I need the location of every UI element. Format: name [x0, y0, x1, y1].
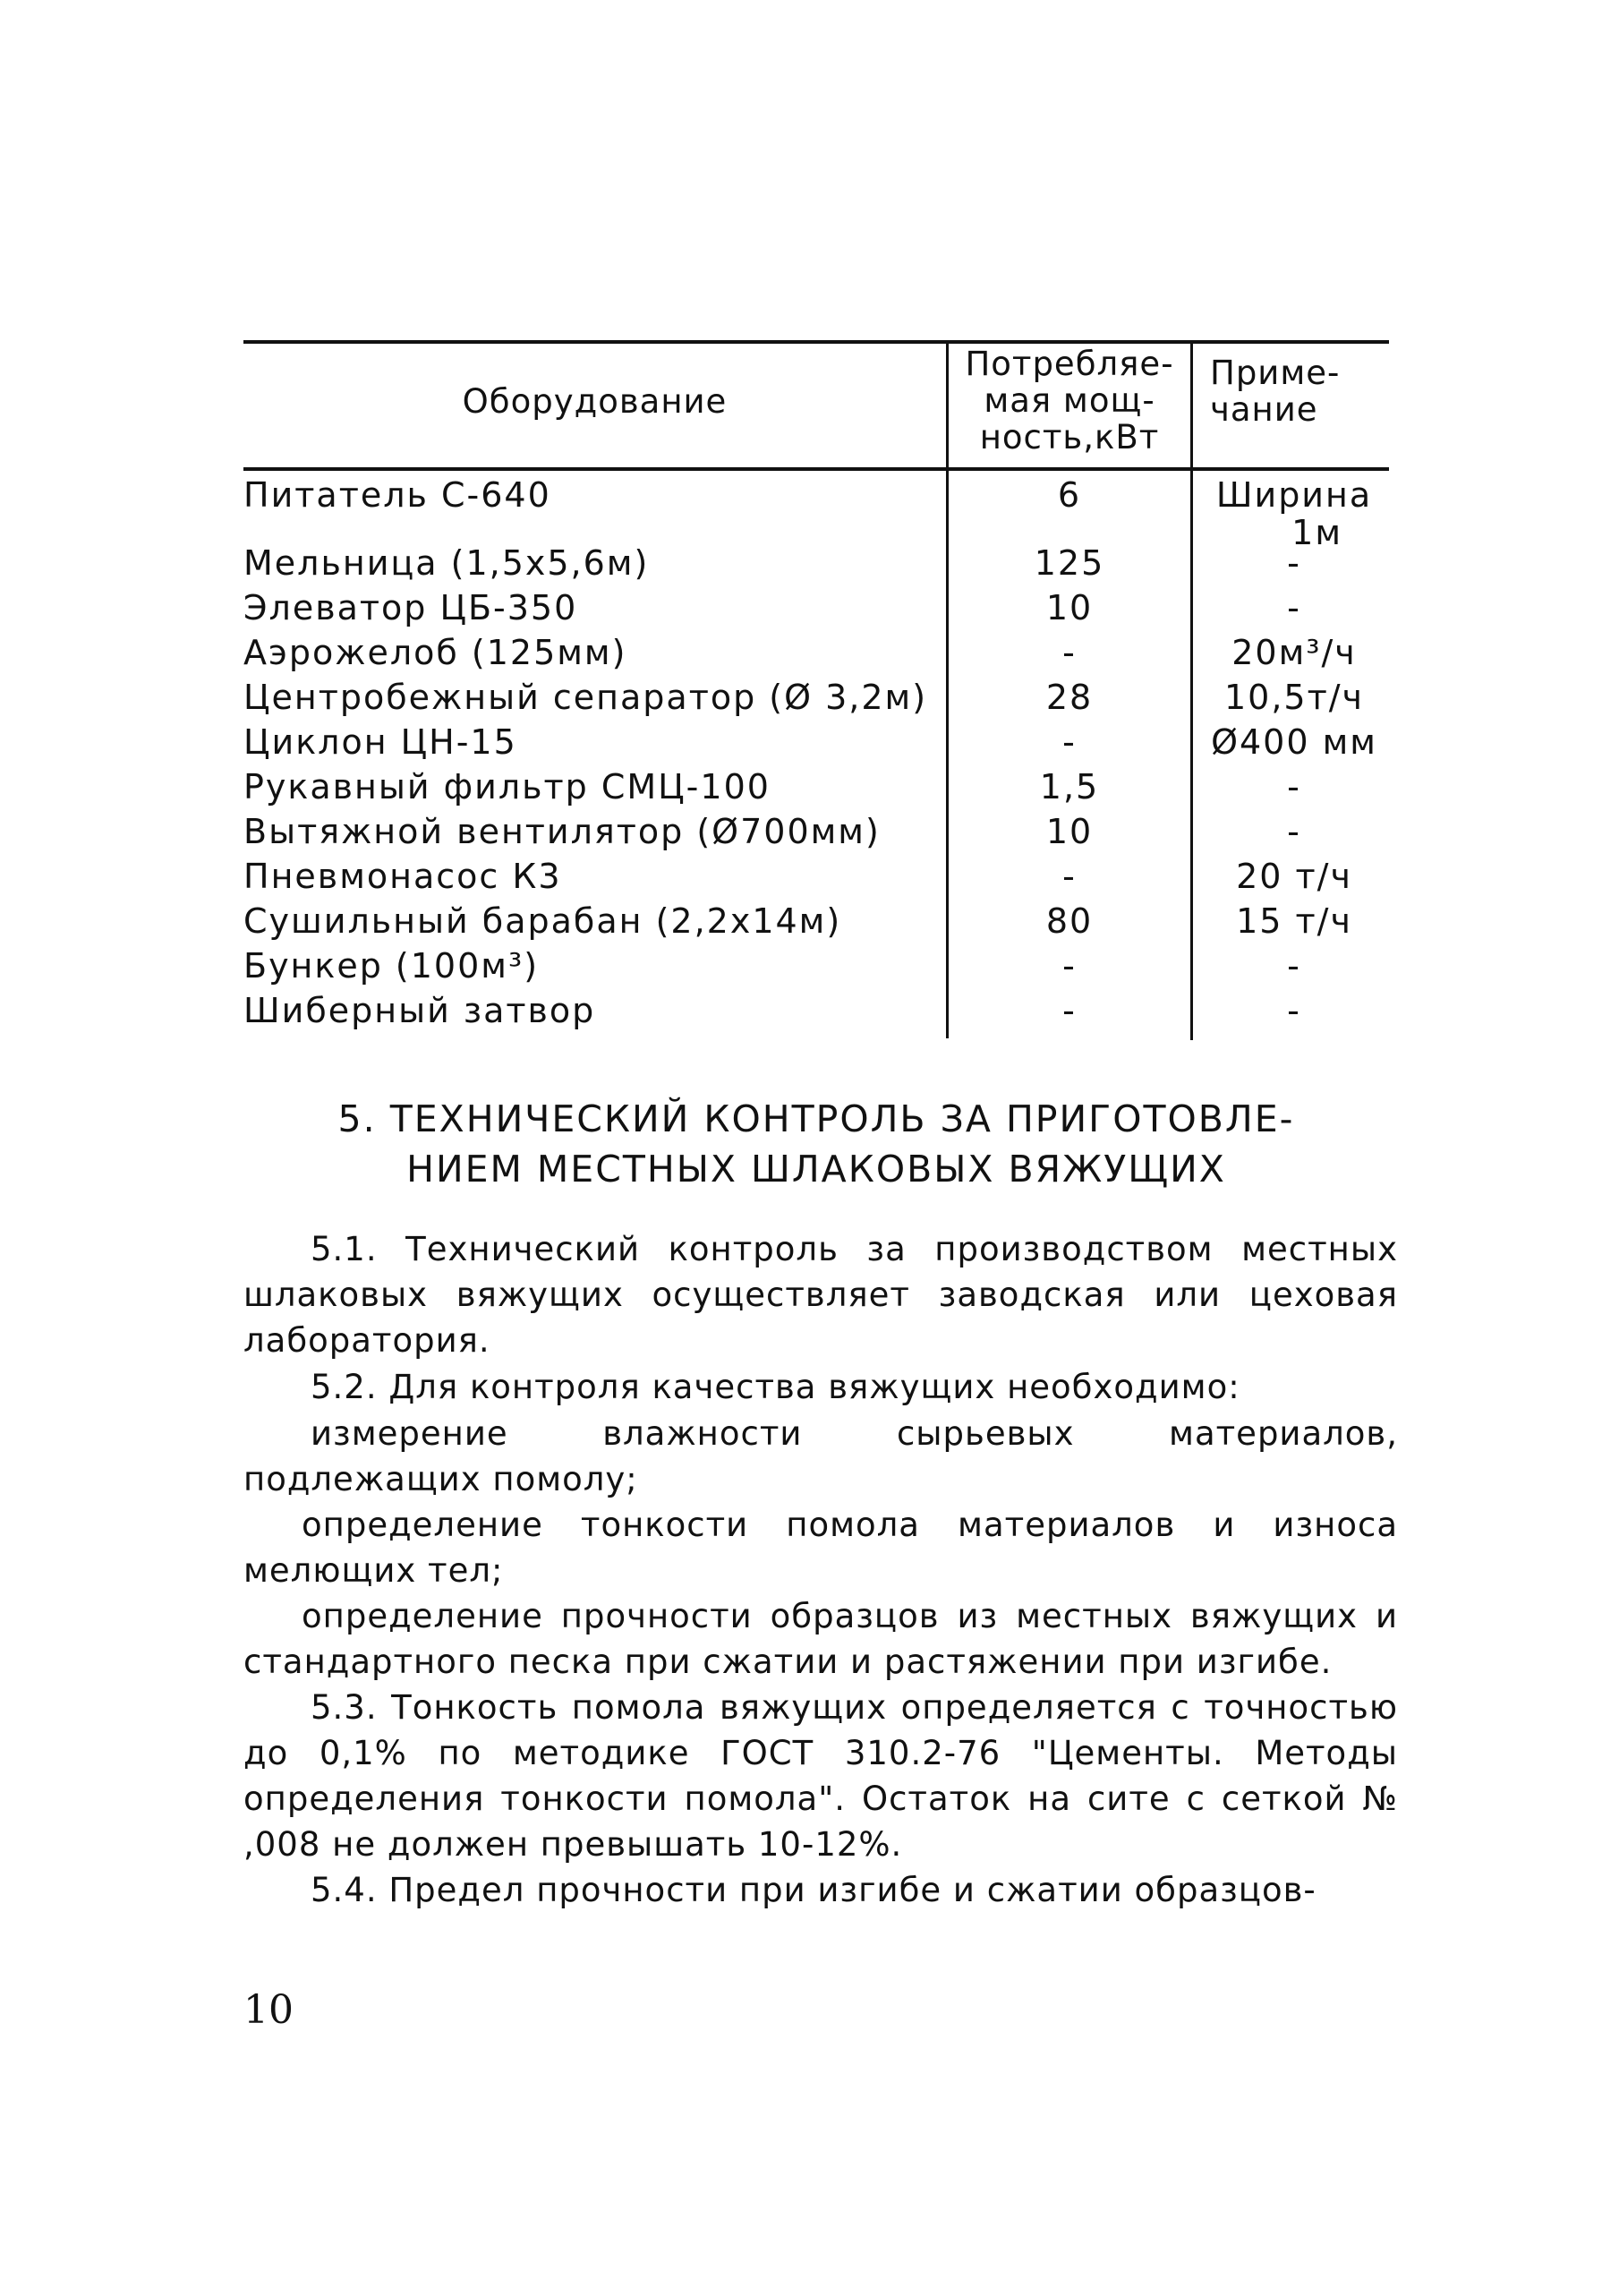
section-title-line: 5. ТЕХНИЧЕСКИЙ КОНТРОЛЬ ЗА ПРИГОТОВЛЕ- — [337, 1097, 1295, 1140]
header-equipment: Оборудование — [462, 382, 728, 421]
list-item-strength — [243, 1593, 1398, 1685]
cell-equipment: Бункер (100м³) — [243, 946, 540, 986]
paragraph-5-4 — [243, 1867, 1398, 1913]
cell-note: - — [1287, 946, 1301, 986]
cell-power: 1,5 — [1039, 767, 1100, 807]
table-row — [243, 675, 1389, 720]
cell-power: 125 — [1034, 543, 1105, 583]
paragraph-text: определение тонкости помола материалов и износа мелющих тел; — [243, 1506, 1398, 1590]
cell-power: 28 — [1045, 678, 1094, 717]
table-top-rule — [243, 340, 1389, 344]
paragraph-5-2 — [243, 1364, 1398, 1410]
cell-note: Ширина — [1215, 475, 1373, 515]
cell-equipment: Центробежный сепаратор (Ø 3,2м) — [243, 678, 928, 717]
cell-power: - — [1062, 722, 1077, 762]
header-power-line: Потребляе- — [965, 345, 1174, 383]
cell-equipment: Элеватор ЦБ-350 — [243, 588, 578, 627]
table-row — [243, 943, 1389, 988]
cell-note: - — [1287, 991, 1301, 1030]
list-item-moisture — [243, 1411, 1398, 1502]
header-power — [952, 346, 1187, 456]
header-note-line: чание — [1210, 390, 1318, 429]
table-row — [243, 720, 1389, 764]
cell-note: 15 т/ч — [1236, 901, 1352, 941]
cell-power: - — [1062, 857, 1077, 896]
paragraph-text: 5.2. Для контроля качества вяжущих необходимо: — [311, 1368, 1240, 1406]
cell-note: - — [1287, 767, 1301, 807]
section-title — [243, 1094, 1389, 1194]
cell-power: - — [1062, 946, 1077, 986]
table-row — [243, 764, 1389, 809]
cell-equipment: Мельница (1,5x5,6м) — [243, 543, 650, 583]
cell-note: Ø400 мм — [1211, 722, 1377, 762]
cell-equipment: Сушильный барабан (2,2x14м) — [243, 901, 842, 941]
header-power-line: ность,кВт — [979, 418, 1160, 457]
header-note — [1199, 354, 1398, 428]
cell-power: 10 — [1045, 812, 1094, 851]
cell-equipment: Циклон ЦН-15 — [243, 722, 517, 762]
cell-equipment: Вытяжной вентилятор (Ø700мм) — [243, 812, 881, 851]
table-row — [243, 809, 1389, 854]
section-title-line: НИЕМ МЕСТНЫХ ШЛАКОВЫХ ВЯЖУЩИХ — [406, 1148, 1226, 1191]
table-row — [243, 988, 1389, 1033]
cell-note: - — [1287, 543, 1301, 583]
cell-equipment: Рукавный фильтр СМЦ-100 — [243, 767, 771, 807]
cell-equipment: Пневмонасос К3 — [243, 857, 562, 896]
cell-power: 10 — [1045, 588, 1094, 627]
header-note-line: Приме- — [1210, 354, 1341, 392]
cell-note: 20 т/ч — [1236, 857, 1352, 896]
paragraph-text: 5.3. Тонкость помола вяжущих определяется с точностью до 0,1% по методике ГОСТ 310.2-76 "Цементы. Методы определения тонкости помола". Остаток на сите с сеткой № ,008 не должен превышать 10-12%. — [243, 1688, 1398, 1864]
paragraph-text: 5.1. Технический контроль за производством местных шлаковых вяжущих осуществляет заводская или цеховая лаборатория. — [243, 1230, 1398, 1360]
cell-power: - — [1062, 991, 1077, 1030]
paragraph-text: 5.4. Предел прочности при изгибе и сжатии образцов- — [311, 1871, 1317, 1909]
cell-note: - — [1287, 812, 1301, 851]
table-header-rule — [243, 467, 1389, 471]
table-row — [243, 899, 1389, 943]
cell-note: 20м³/ч — [1231, 633, 1357, 672]
table-row — [243, 585, 1389, 630]
header-power-line: мая мощ- — [984, 381, 1155, 420]
table-row — [243, 541, 1389, 585]
cell-note: - — [1287, 588, 1301, 627]
list-item-fineness — [243, 1502, 1398, 1593]
table-row — [243, 630, 1389, 675]
cell-power: - — [1062, 633, 1077, 672]
paragraph-text: определение прочности образцов из местных вяжущих и стандартного песка при сжатии и растяжении при изгибе. — [243, 1597, 1398, 1681]
table-row — [243, 854, 1389, 899]
paragraph-text: измерение влажности сырьевых материалов, подлежащих помолу; — [243, 1414, 1398, 1498]
paragraph-5-3 — [243, 1685, 1398, 1867]
cell-note: 1м — [1291, 513, 1342, 552]
cell-equipment: Питатель С-640 — [243, 475, 551, 515]
paragraph-5-1 — [243, 1226, 1398, 1363]
cell-equipment: Аэрожелоб (125мм) — [243, 633, 627, 672]
page-number: 10 — [243, 1987, 294, 2033]
cell-equipment: Шиберный затвор — [243, 991, 596, 1030]
cell-power: 6 — [1057, 475, 1082, 515]
cell-note: 10,5т/ч — [1224, 678, 1364, 717]
cell-power: 80 — [1045, 901, 1094, 941]
